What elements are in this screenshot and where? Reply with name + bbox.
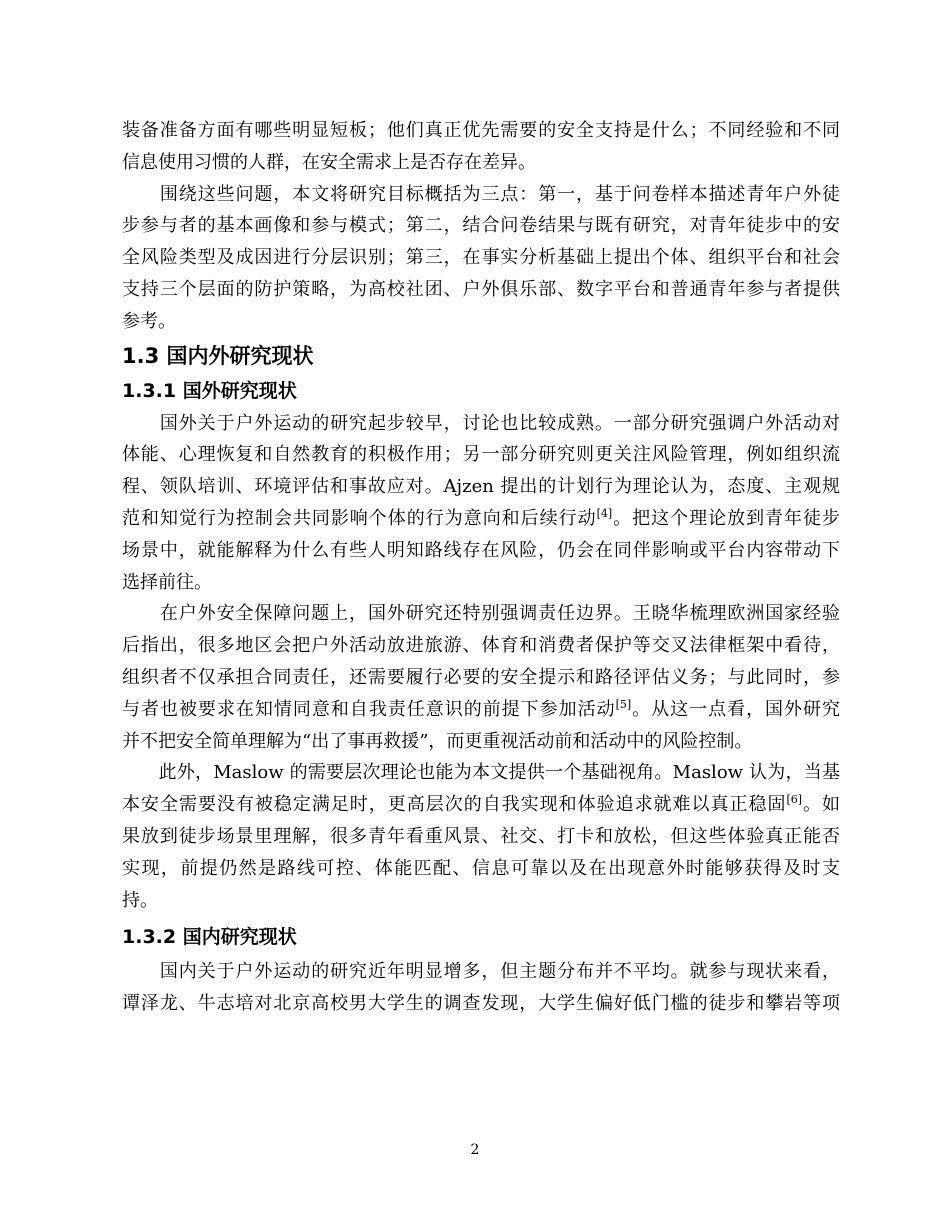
- text-line: 此外，Maslow 的需要层次理论也能为本文提供一个基础视角。Maslow 认为，当基: [122, 762, 840, 784]
- text-line-with-citation: [122, 789, 840, 821]
- text-line: 支持三个层面的防护策略，为高校社团、户外俱乐部、数字平台和普通青年参与者提供: [122, 278, 840, 300]
- text-line: 组织者不仅承担合同责任，还需要履行必要的安全提示和路径评估义务；与此同时，参: [122, 666, 840, 688]
- text-line-with-citation: [122, 503, 840, 535]
- text-line: 围绕这些问题，本文将研究目标概括为三点：第一，基于问卷样本描述青年户外徒: [122, 183, 840, 205]
- text-line: 步参与者的基本画像和参与模式；第二，结合问卷结果与既有研究，对青年徒步中的安: [122, 215, 840, 237]
- document-page: [122, 113, 840, 1020]
- text-line: 全风险类型及成因进行分层识别；第三，在事实分析基础上提出个体、组织平台和社会: [122, 247, 840, 269]
- text-line: 国内关于户外运动的研究近年明显增多，但主题分布并不平均。就参与现状来看，: [122, 961, 840, 983]
- text-segment: 范和知觉行为控制会共同影响个体的行为意向和后续行动: [122, 507, 597, 529]
- text-line: 体能、心理恢复和自然教育的积极作用；另一部分研究则更关注风险管理，例如组织流: [122, 444, 840, 466]
- text-line: 参考。: [122, 310, 176, 332]
- text-line-with-citation: [122, 694, 840, 726]
- paragraph-domestic-overview: [122, 956, 840, 1020]
- text-line: 持。: [122, 889, 158, 911]
- text-line: 选择前往。: [122, 571, 212, 593]
- text-line: 后指出，很多地区会把户外活动放进旅游、体育和消费者保护等交叉法律框架中看待，: [122, 635, 840, 657]
- paragraph-continued: [122, 115, 840, 179]
- citation-4[interactable]: [4]: [596, 506, 613, 520]
- text-line: 程、领队培训、环境评估和事故应对。Ajzen 提出的计划行为理论认为，态度、主观规: [122, 476, 840, 498]
- section-heading: 1.3 国内外研究现状: [122, 343, 314, 368]
- subsection-heading-foreign: 1.3.1 国外研究现状: [122, 379, 297, 402]
- text-line: 场景中，就能解释为什么有些人明知路线存在风险，仍会在同伴影响或平台内容带动下: [122, 539, 840, 561]
- text-line: 国外关于户外运动的研究起步较早，讨论也比较成熟。一部分研究强调户外活动对: [122, 412, 840, 434]
- text-segment: 。从这一点看，国外研究: [631, 698, 841, 720]
- text-line: 装备准备方面有哪些明显短板；他们真正优先需要的安全支持是什么；不同经验和不同: [122, 120, 840, 141]
- paragraph-foreign-overview: [122, 408, 840, 599]
- paragraph-research-goals: [122, 179, 840, 338]
- paragraph-maslow: [122, 757, 840, 916]
- text-line: 实现，前提仍然是路线可控、体能匹配、信息可靠以及在出现意外时能够获得及时支: [122, 857, 840, 879]
- text-segment: 。如: [802, 794, 840, 816]
- text-line: 信息使用习惯的人群，在安全需求上是否存在差异。: [122, 151, 536, 173]
- text-segment: 与者也被要求在知情同意和自我责任意识的前提下参加活动: [122, 698, 616, 720]
- text-line: 在户外安全保障问题上，国外研究还特别强调责任边界。王晓华梳理欧洲国家经验: [122, 603, 840, 625]
- citation-6[interactable]: [6]: [786, 793, 803, 807]
- text-segment: 本安全需要没有被稳定满足时，更高层次的自我实现和体验追求就难以真正稳固: [122, 794, 787, 816]
- subsection-heading-domestic: 1.3.2 国内研究现状: [122, 926, 297, 949]
- paragraph-responsibility: [122, 598, 840, 757]
- text-line: 并不把安全简单理解为“出了事再救援”，而更重视活动前和活动中的风险控制。: [122, 730, 753, 752]
- citation-5[interactable]: [5]: [615, 697, 632, 711]
- text-line: 谭泽龙、牛志培对北京高校男大学生的调查发现，大学生偏好低门槛的徒步和攀岩等项: [122, 993, 840, 1015]
- page-number: 2: [470, 1142, 480, 1158]
- text-segment: 。把这个理论放到青年徒步: [612, 507, 841, 529]
- text-line: 果放到徒步场景里理解，很多青年看重风景、社交、打卡和放松，但这些体验真正能否: [122, 825, 840, 847]
